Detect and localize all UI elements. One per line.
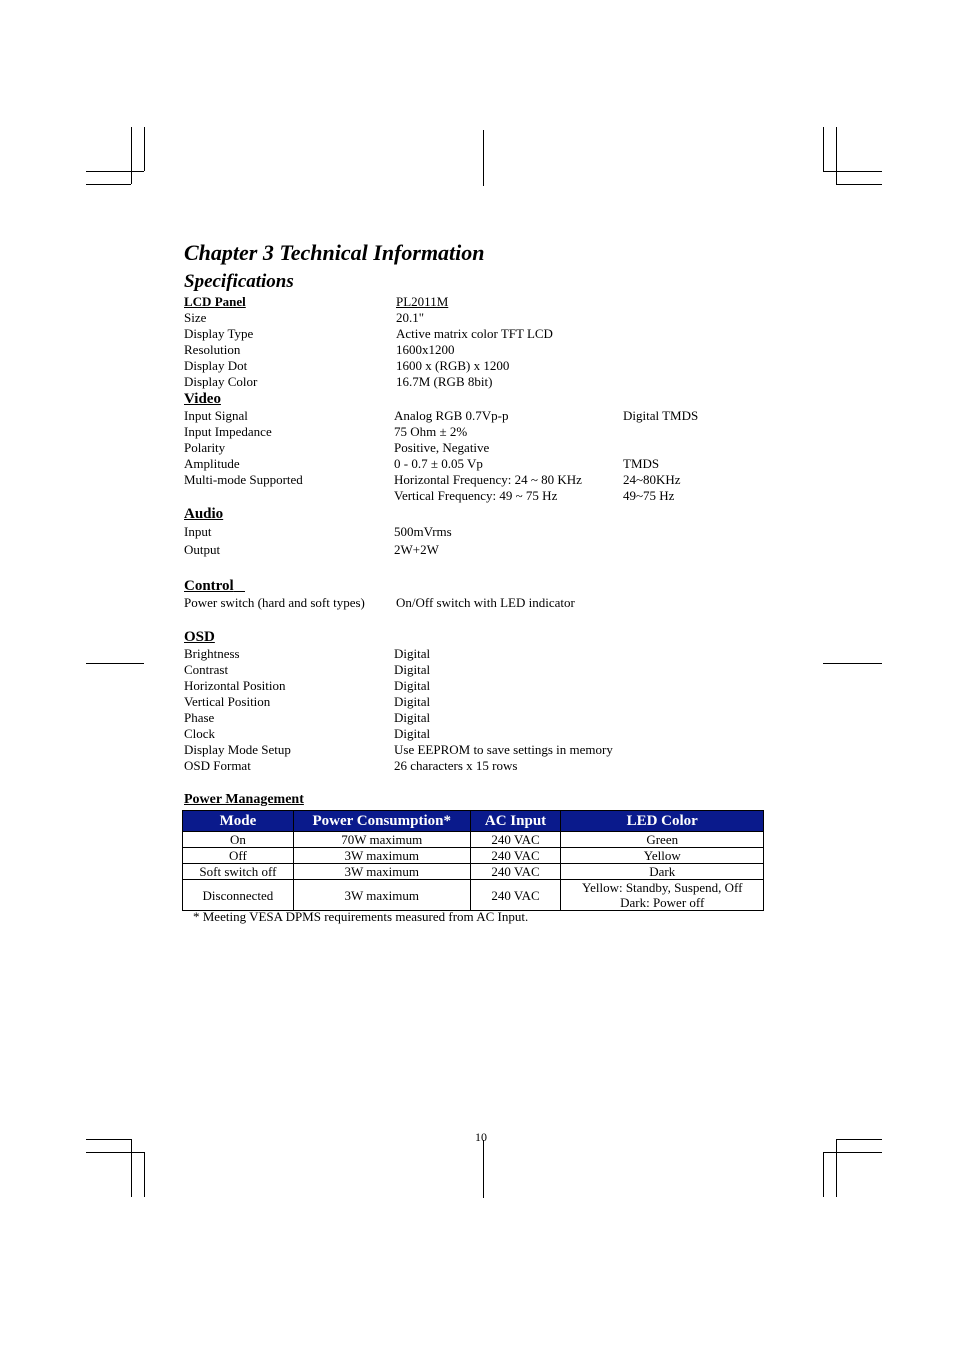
table-row: On 70W maximum 240 VAC Green [183,832,764,848]
power-table [182,810,764,911]
table-header-row [183,811,764,832]
lcd-model: PL2011M [396,294,449,309]
table-row: Off 3W maximum 240 VAC Yellow [183,848,764,864]
osd-heading: OSD [184,629,215,645]
video-heading: Video [184,391,221,407]
chapter-title: Chapter 3 Technical Information [184,240,485,265]
footnote: * Meeting VESA DPMS requirements measured from AC Input. [193,909,529,924]
section-title: Specifications [184,271,294,292]
power-heading: Power Management [184,792,304,807]
column-header: Power Consumption* [293,811,470,832]
column-header: Mode [183,811,294,832]
lcd-panel-heading: LCD Panel [184,294,246,309]
control-heading: Control [184,578,234,594]
column-header: AC Input [470,811,561,832]
page-number: 10 [475,1130,487,1144]
audio-heading: Audio [184,506,224,522]
table-row: Disconnected 3W maximum 240 VAC Yellow: Standby, Suspend, Off Dark: Power off [183,880,764,911]
column-header: LED Color [561,811,764,832]
table-row: Soft switch off 3W maximum 240 VAC Dark [183,864,764,880]
